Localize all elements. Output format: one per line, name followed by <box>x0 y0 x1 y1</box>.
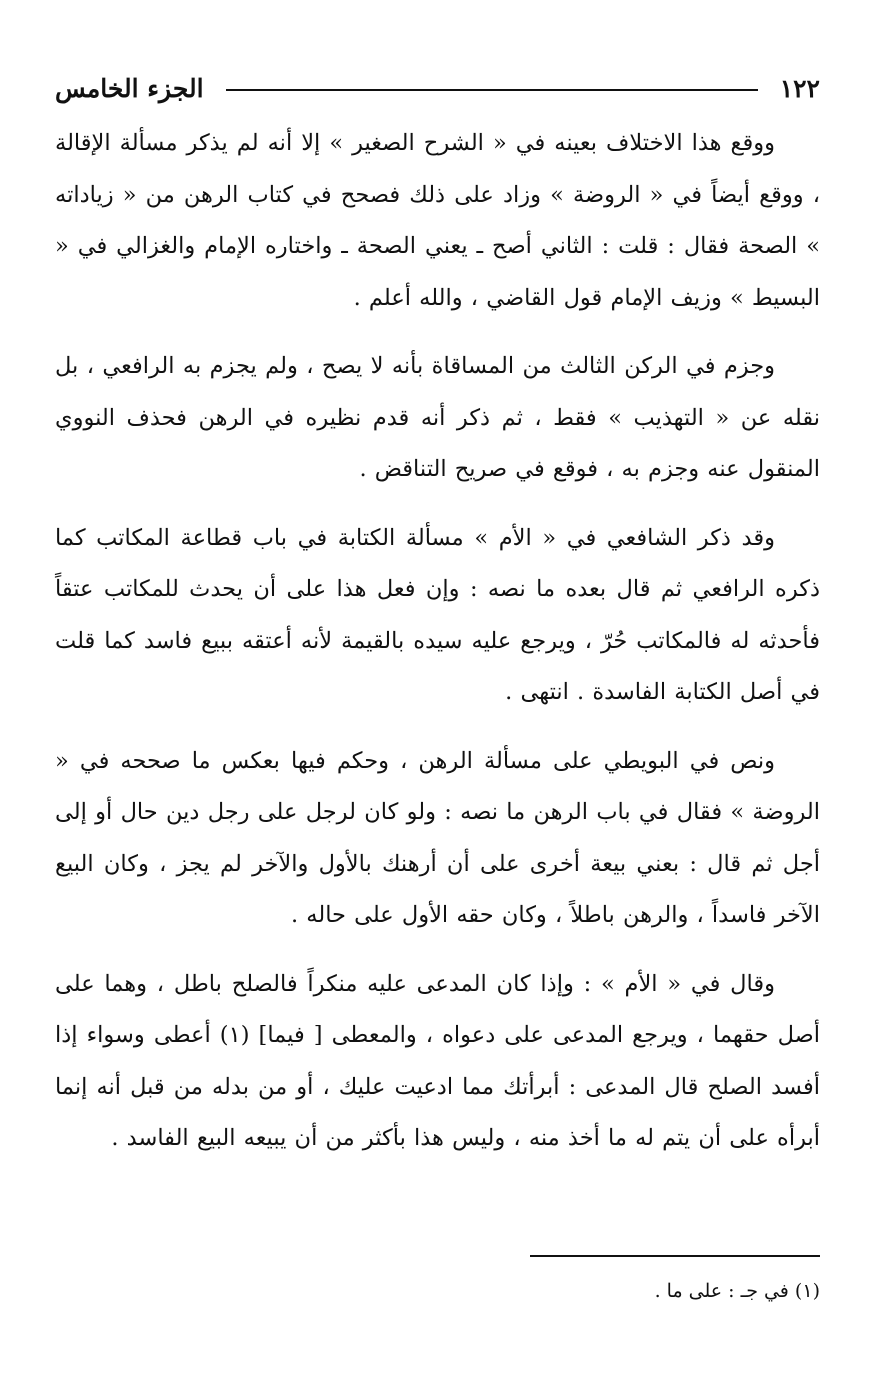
volume-title: الجزء الخامس <box>55 73 204 103</box>
paragraph: ونص في البويطي على مسألة الرهن ، وحكم فيها بعكس ما صححه في « الروضة » فقال في باب الرهن ما نصه : ولو كان لرجل على رجل دين حال أو إلى أجل ثم قال : بعني بيعة أخرى على أن أرهنك بالأول والآخر لم يجز ، وكان البيع الآخر فاسداً ، والرهن باطلاً ، وكان حقه الأول على حاله . <box>55 747 820 928</box>
footnote-rule <box>530 1255 820 1257</box>
body-text <box>55 118 820 1165</box>
footnote: (١) في جـ : على ما . <box>654 1280 820 1302</box>
paragraph: وقد ذكر الشافعي في « الأم » مسألة الكتابة في باب قطاعة المكاتب كما ذكره الرافعي ثم قال بعده ما نصه : وإن فعل هذا على أن يحدث للمكاتب عتقاً فأحدثه له فالمكاتب حُرّ ، ويرجع عليه سيده بالقيمة لأنه أعتقه ببيع فاسد كما قلت في أصل الكتابة الفاسدة . انتهى . <box>55 524 820 705</box>
page-number: ١٢٢ <box>779 73 820 103</box>
header-rule <box>226 89 758 91</box>
paragraph: وقال في « الأم » : وإذا كان المدعى عليه منكراً فالصلح باطل ، وهما على أصل حقهما ، ويرجع المدعى على دعواه ، والمعطى [ فيما] (١) أعطى وسواء إذا أفسد الصلح قال المدعى : أبرأتك مما ادعيت عليك ، أو من بدله من قبل أنه إنما أبرأه على أن يتم له ما أخذ منه ، وليس هذا بأكثر من أن يبيعه البيع الفاسد . <box>55 970 820 1151</box>
document-page <box>55 62 820 1362</box>
page-header <box>55 62 820 114</box>
paragraph: ووقع هذا الاختلاف بعينه في « الشرح الصغير » إلا أنه لم يذكر مسألة الإقالة ، ووقع أيضاً في « الروضة » وزاد على ذلك فصحح في كتاب الرهن من « زياداته » الصحة فقال : قلت : الثاني أصح ـ يعني الصحة ـ واختاره الإمام والغزالي في « البسيط » وزيف الإمام قول القاضي ، والله أعلم . <box>55 130 820 311</box>
paragraph: وجزم في الركن الثالث من المساقاة بأنه لا يصح ، ولم يجزم به الرافعي ، بل نقله عن « التهذيب » فقط ، ثم ذكر أنه قدم نظيره في الرهن فحذف النووي المنقول عنه وجزم به ، فوقع في صريح التناقض . <box>55 353 820 482</box>
